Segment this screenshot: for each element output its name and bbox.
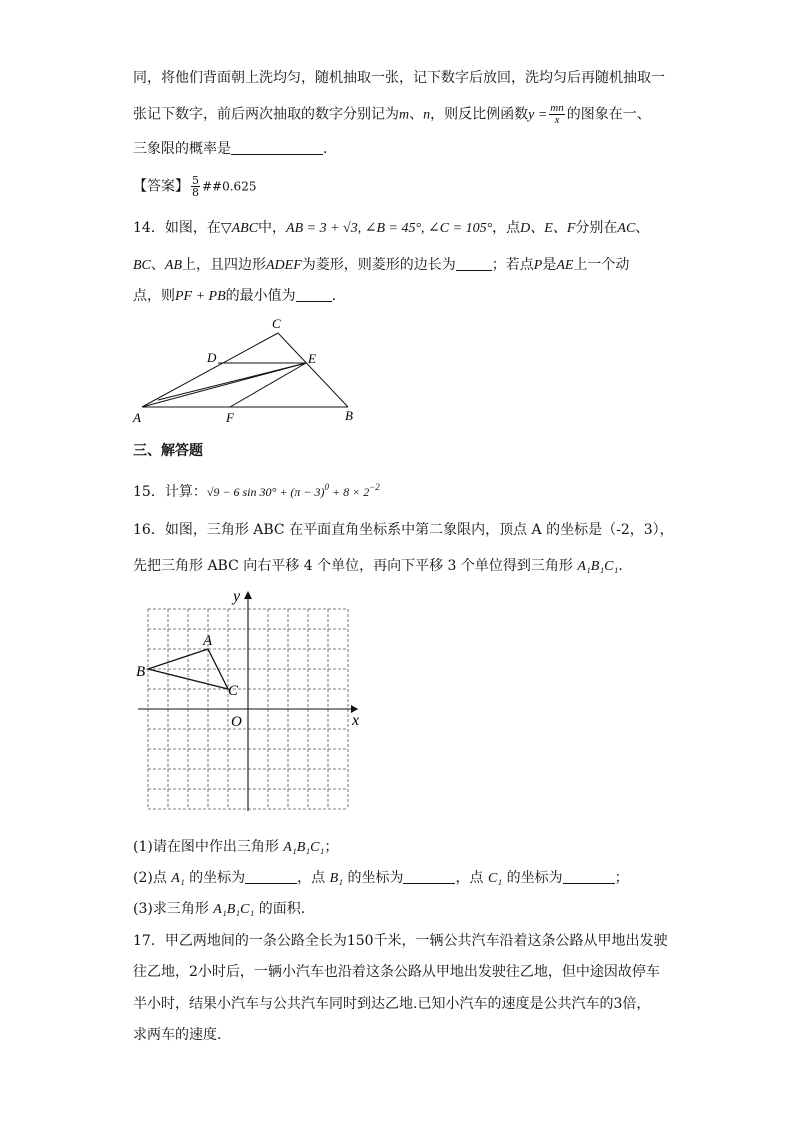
q13-line2 [133,103,651,126]
vertex-b-label: B [136,664,146,680]
mn-over-x-fraction [549,103,564,126]
q16-sub2-text: ，点 [455,870,488,886]
label-b: B [345,408,353,423]
q14-text: 为菱形，则菱形的边长为 [301,257,456,273]
answer-denominator: 8 [192,186,199,199]
q14-prefix: 14．如图，在 [133,220,221,236]
q15-expr-b: + 8 × 2 [329,485,370,499]
q14-text: 、 [150,257,165,273]
segment-ab: AB [164,258,182,273]
a1-coordinate-blank[interactable] [245,869,297,884]
q16-line1: 16．如图，三角形 ABC 在平面直角坐标系中第二象限内，顶点 A 的坐标是（-2，3）， [133,522,674,538]
q16-sub3-text: (3)求三角形 [133,901,214,917]
answer-blank[interactable] [231,140,323,155]
point-c1: C₁ [487,871,503,886]
segment-ae: AE [556,258,574,273]
q16-sub2-end: ； [614,870,629,886]
label-e: E [308,351,316,366]
segment-ac: AC [617,221,636,236]
y-axis-arrow-icon [244,591,252,599]
var-n: n [423,107,431,123]
y-axis-label: y [233,588,241,605]
triangle-abc: ▽ABC [220,221,259,236]
answer-fraction [191,175,200,198]
q14-text: 上，且四边形 [182,257,266,273]
q16-sub3 [133,899,315,920]
section-heading: 三、解答题 [133,443,203,459]
q14-text: 分别在 [575,220,618,236]
q16-sub2-text: (2)点 [133,870,172,886]
fraction-denominator: x [554,114,560,126]
q14-points: D、E、F [520,221,576,236]
b1-coordinate-blank[interactable] [403,869,455,884]
c1-coordinate-blank[interactable] [563,869,615,884]
q13-answer [133,175,256,198]
answer-label: 【答案】 [133,178,189,195]
line-cb [278,333,348,407]
q13-text-a: 张记下数字，前后两次抽取的数字分别记为 [133,106,399,123]
q14-condition: AB = 3 + √3, ∠B = 45°, ∠C = 105° [286,221,493,236]
label-a: A [133,410,141,425]
q15-prefix: 15．计算： [133,484,207,500]
label-d: D [207,350,217,365]
x-axis-label: x [352,712,360,729]
q17-line3: 半小时，结果小汽车与公共汽车同时到达乙地.已知小汽车的速度是公共汽车的3倍， [133,996,651,1012]
q16-sub3-end: 的面积． [254,901,315,917]
label-f: F [226,410,234,425]
q14-line3 [133,286,336,307]
q16-sub2-text: 的坐标为 [343,870,404,886]
var-m: m [399,107,410,123]
q14-line2 [133,255,629,276]
q16-sub1-text: (1)请在图中作出三角形 [133,839,284,855]
pf-plus-pb: PF + PB [175,289,226,304]
q13-text-d: 三象限的概率是 [133,141,231,157]
quad-adef: ADEF [266,258,302,273]
q16-line2 [133,556,632,577]
q16-sub1 [133,837,338,858]
q14-line1 [133,218,649,239]
sub3-triangle: A₁B₁C₁ [213,902,255,917]
vertex-c-label: C [228,683,239,699]
point-a1: A₁ [171,871,185,886]
q16-sub2-text: 的坐标为 [502,870,563,886]
q15-exp-neg2: −2 [369,482,380,492]
q17-line2: 往乙地，2小时后，一辆小汽车也沿着这条公路从甲地出发驶往乙地，但中途因故停车 [133,964,660,980]
q13-text-b: ，则反比例函数 [430,106,529,123]
answer-decimal: ##0.625 [202,179,257,194]
y-equals: y = [528,107,548,123]
q14-text: 上一个动 [573,257,630,273]
q15 [133,477,380,502]
q15-expression [206,482,380,499]
sub1-triangle: A₁B₁C₁ [283,840,325,855]
q13-line3 [133,139,327,159]
q16-sub1-end: ； [324,839,339,855]
q13-end: . [323,141,328,157]
q13-line1: 同，将他们背面朝上洗均匀，随机抽取一张，记下数字后放回，洗均匀后再随机抽取一 [133,70,665,86]
answer-numerator: 5 [192,174,199,187]
q14-text: ；若点 [491,257,534,273]
q14-text: ，点 [492,220,521,236]
q16-end: ． [618,558,633,574]
q14-triangle-figure [130,312,370,427]
q13-sep: 、 [409,106,424,123]
q17-line4: 求两车的速度. [133,1027,222,1043]
min-value-blank[interactable] [296,287,332,302]
q17-line1: 17．甲乙两地间的一条公路全长为150千米，一辆公共汽车沿着这条公路从甲地出发驶 [133,933,668,949]
q15-expr-a: √9 − 6 sin 30° + (π − 3) [206,485,325,499]
point-b1: B₁ [329,871,344,886]
q16-sub2 [133,868,629,889]
q14-text: 中， [258,220,287,236]
coordinate-grid [130,585,370,815]
point-p: P [533,258,543,273]
fraction-numerator: mn [550,102,564,114]
segment-bc: BC [133,258,151,273]
q16-sub2-text: 的坐标为 [184,870,246,886]
q13-text-c: 的图象在一、 [566,106,651,123]
q16-text: 先把三角形 ABC 向右平移 4 个单位，再向下平移 3 个单位得到三角形 [133,558,578,574]
label-c: C [272,316,281,331]
q14-text: 点，则 [133,288,175,304]
vertex-a-label: A [203,633,213,649]
q14-text: 是 [542,257,557,273]
q16-sub2-text: ，点 [297,870,330,886]
line-inner [158,363,306,400]
origin-label: O [231,714,242,730]
line-ac [142,333,278,407]
line-fe [230,363,306,407]
triangle-a1b1c1: A₁B₁C₁ [577,559,619,574]
q14-text: 的最小值为 [225,288,296,304]
q15-exp0: 0 [324,482,330,492]
q14-end: . [331,288,337,304]
side-length-blank[interactable] [456,256,492,271]
q14-text: 、 [635,220,650,236]
